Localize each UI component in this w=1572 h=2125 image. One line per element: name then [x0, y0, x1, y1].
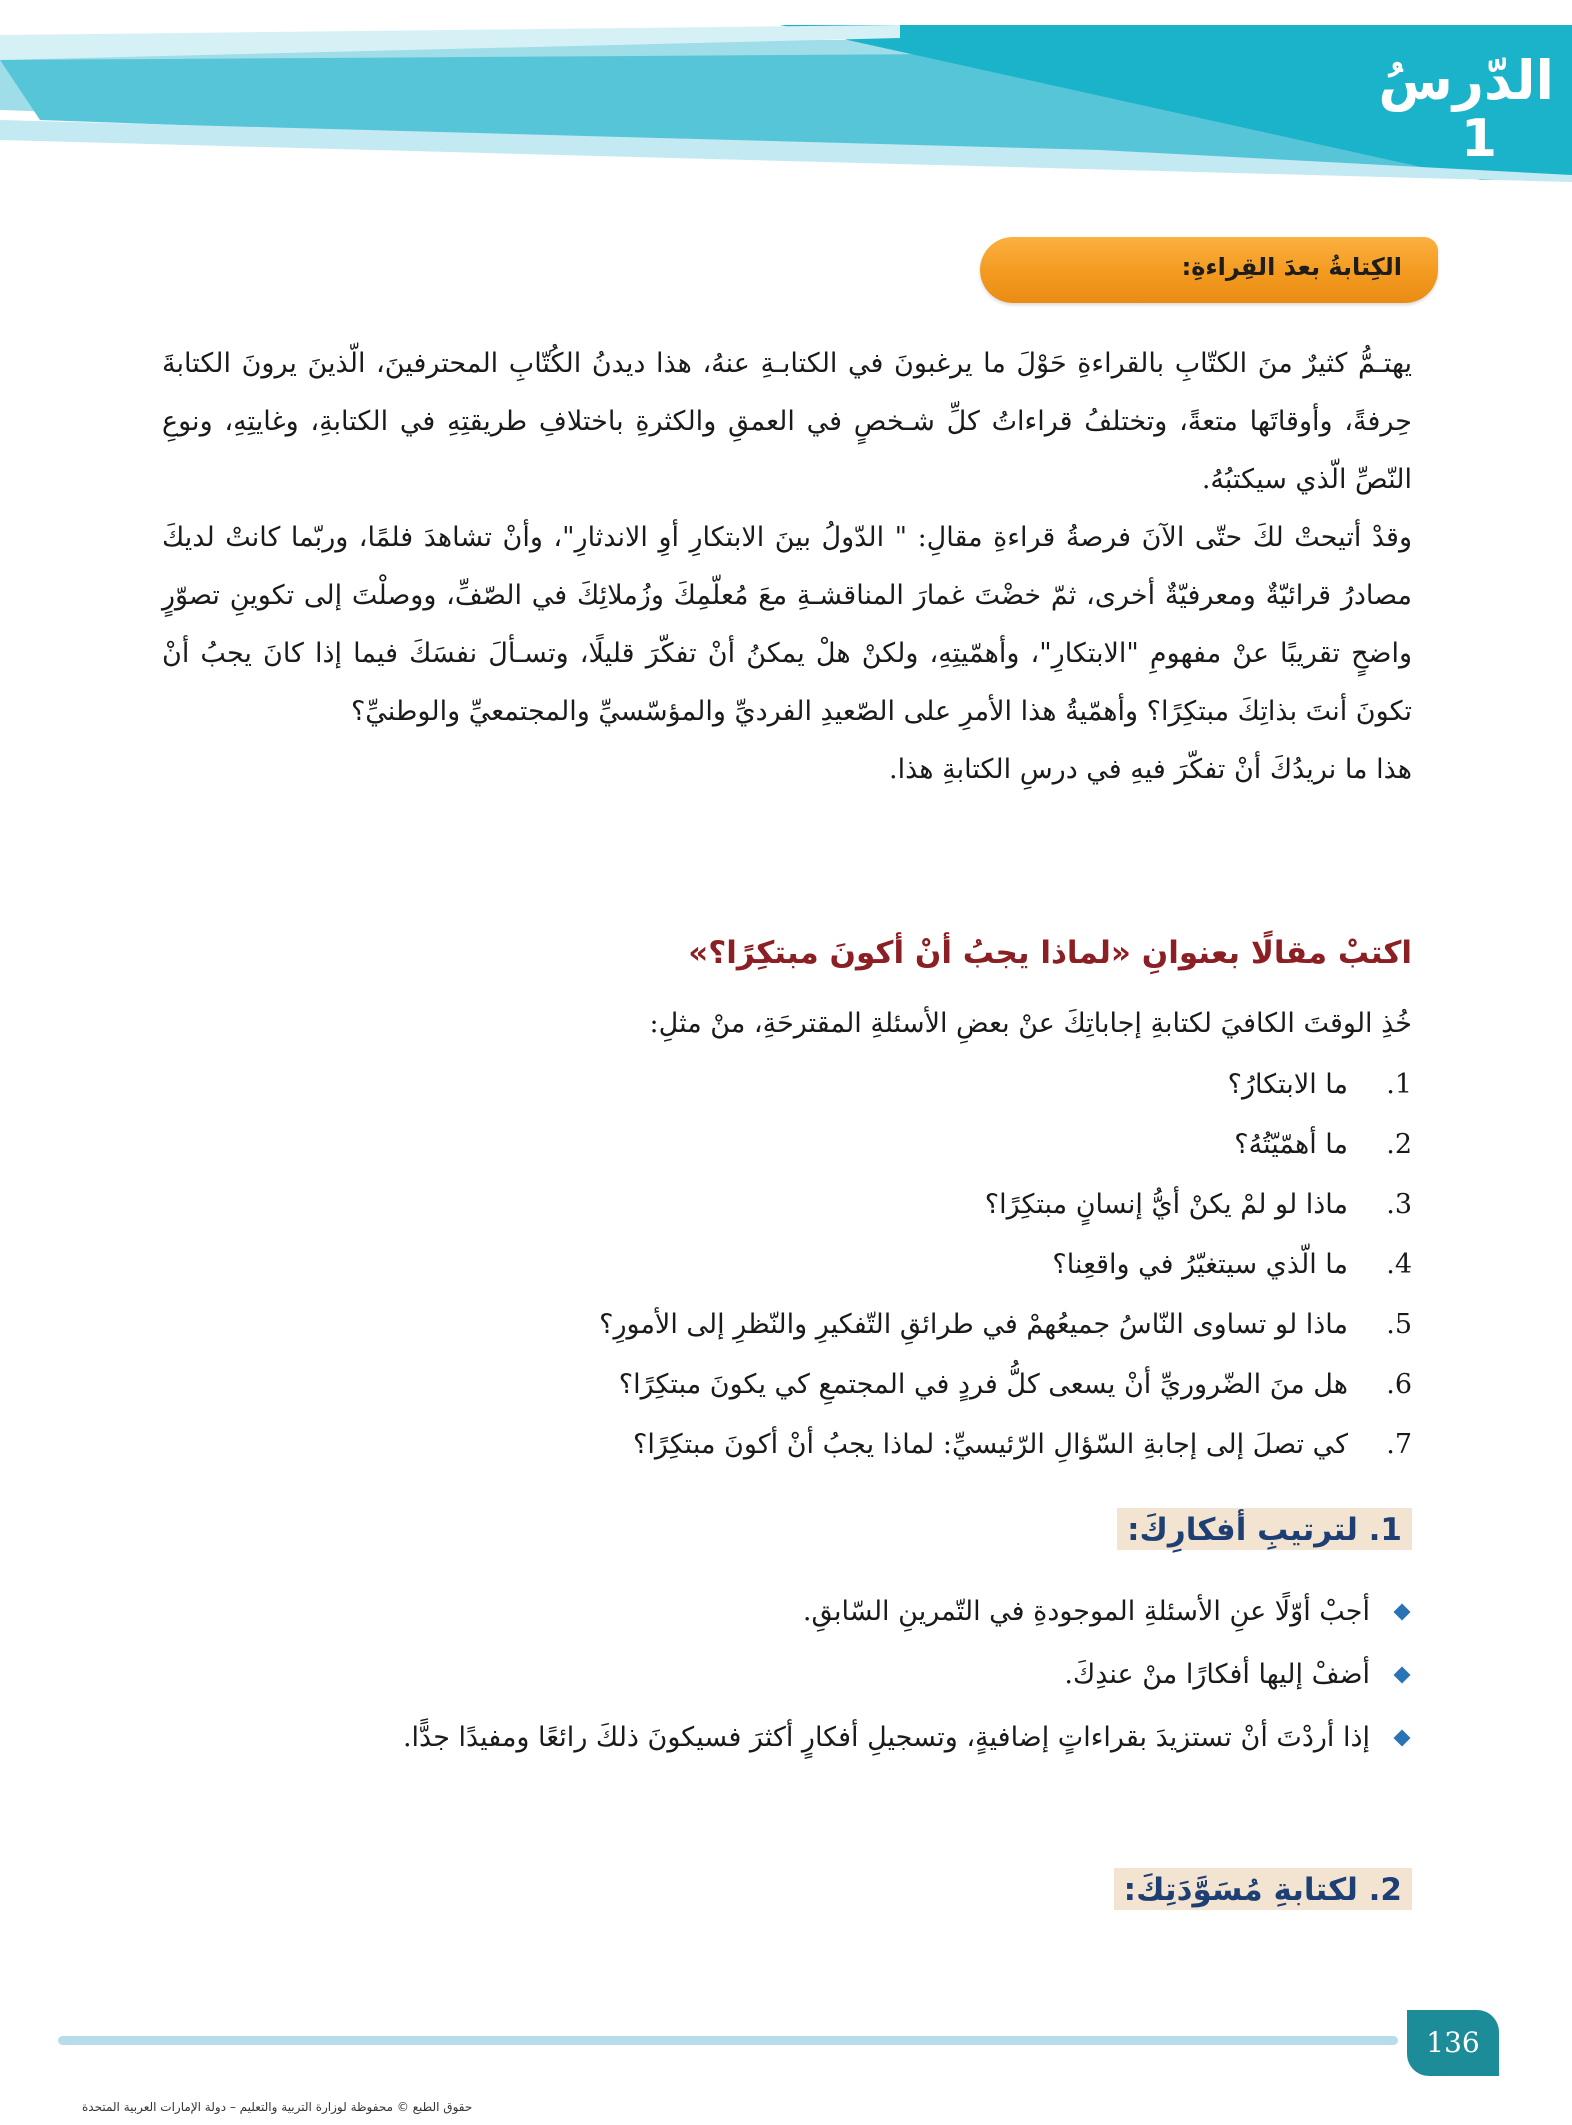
- assignment-intro: خُذِ الوقتَ الكافيَ لكتابةِ إجاباتِكَ عنْ بعضِ الأسئلةِ المقترحَةِ، منْ مثلِ:: [649, 1008, 1412, 1039]
- list-item: [162, 1295, 1412, 1355]
- bullet-text: أضفْ إليها أفكارًا منْ عندِكَ.: [1064, 1659, 1370, 1690]
- list-item: [162, 1643, 1412, 1706]
- page-number: 136: [1407, 2010, 1499, 2076]
- header-banner: [0, 0, 1572, 200]
- question-number: 5.: [1386, 1309, 1412, 1340]
- list-item: [162, 1055, 1412, 1115]
- question-text: كي تصلَ إلى إجابةِ السّؤالِ الرّئيسيِّ: لماذا يجبُ أنْ أكونَ مبتكِرًا؟: [633, 1429, 1348, 1460]
- list-item: [162, 1355, 1412, 1415]
- question-number: 4.: [1386, 1249, 1412, 1280]
- list-item: [162, 1706, 1412, 1769]
- list-item: [162, 1415, 1412, 1475]
- question-number: 3.: [1386, 1189, 1412, 1220]
- question-text: ماذا لو لمْ يكنْ أيُّ إنسانٍ مبتكِرًا؟: [984, 1189, 1348, 1220]
- lesson-number: 1: [1460, 109, 1498, 169]
- list-item: [162, 1235, 1412, 1295]
- assignment-heading: اكتبْ مقالًا بعنوانِ «لماذا يجبُ أنْ أكونَ مبتكِرًا؟»: [688, 935, 1412, 971]
- question-text: ما أهمّيّتُهُ؟: [1234, 1129, 1348, 1160]
- step-1-heading: 1. لترتيبِ أفكارِكَ:: [1117, 1508, 1412, 1550]
- copyright-notice: حقوق الطبع © محفوظة لوزارة التربية والتعليم – دولة الإمارات العربية المتحدة: [82, 2100, 473, 2114]
- passage-paragraph-2: وقدْ أتيحتْ لكَ حتّى الآنَ فرصةُ قراءةِ مقالِ: " الدّولُ بينَ الابتكارِ أوِ الاندثارِ"، وأنْ تشاهدَ فلمًا، وربّما كانتْ لديكَ مصادرُ قرائيّةٌ ومعرفيّةٌ أخرى، ثمّ خضْتَ غمارَ المناقشـةِ معَ مُعلّمِكَ وزُملائِكَ في الصّفِّ، ووصلْتَ إلى تكوينِ تصوّرٍ واضحٍ تقريبًا عنْ مفهومِ "الابتكارِ"، وأهمّيتِهِ، ولكنْ هلْ يمكنُ أنْ تفكّرَ قليلًا، وتسـألَ نفسَكَ فيما إذا كانَ يجبُ أنْ تكونَ أنتَ بذاتِكَ مبتكِرًا؟ وأهمّيةُ هذا الأمرِ على الصّعيدِ الفرديِّ والمؤسّسيِّ والمجتمعيِّ والوطنيِّ؟: [162, 522, 1412, 727]
- section-tag: [980, 237, 1438, 303]
- question-number: 2.: [1386, 1129, 1412, 1160]
- question-list: [162, 1055, 1412, 1475]
- passage: [162, 335, 1412, 799]
- footer-divider: [58, 2036, 1398, 2045]
- question-text: هل منَ الضّروريِّ أنْ يسعى كلُّ فردٍ في المجتمعِ كي يكونَ مبتكِرًا؟: [618, 1369, 1348, 1400]
- question-text: ما الابتكارُ؟: [1227, 1069, 1348, 1100]
- question-text: ماذا لو تساوى النّاسُ جميعُهمْ في طرائقِ التّفكيرِ والنّظرِ إلى الأمورِ؟: [599, 1309, 1348, 1340]
- passage-paragraph-3: هذا ما نريدُكَ أنْ تفكّرَ فيهِ في درسِ الكتابةِ هذا.: [889, 754, 1412, 785]
- list-item: [162, 1115, 1412, 1175]
- passage-paragraph-1: يهتـمُّ كثيرٌ منَ الكتّابِ بالقراءةِ حَوْلَ ما يرغبونَ في الكتابـةِ عنهُ، هذا ديدنُ الكُتّابِ المحترفينَ، الّذينَ يرونَ الكتابةَ حِرفةً، وأوقاتَها متعةً، وتختلفُ قراءاتُ كلِّ شـخصٍ في العمقِ والكثرةِ باختلافِ طريقتِهِ في الكتابةِ، وغايتِهِ، ونوعِ النّصِّ الّذي سيكتبُهُ.: [162, 348, 1412, 495]
- question-number: 1.: [1386, 1069, 1412, 1100]
- lesson-word: الدّرسُ: [1378, 49, 1554, 112]
- step-2-heading: 2. لكتابةِ مُسَوَّدَتِكَ:: [1114, 1868, 1412, 1910]
- step-1-bullets: [162, 1580, 1412, 1769]
- lesson-label: [1378, 49, 1554, 169]
- diamond-bullet-icon: [1394, 1603, 1411, 1620]
- question-number: 7.: [1386, 1429, 1412, 1460]
- diamond-bullet-icon: [1394, 1666, 1411, 1683]
- list-item: [162, 1580, 1412, 1643]
- list-item: [162, 1175, 1412, 1235]
- bullet-text: أجبْ أوّلًا عنِ الأسئلةِ الموجودةِ في التّمرينِ السّابقِ.: [802, 1596, 1370, 1627]
- question-text: ما الّذي سيتغيّرُ في واقعِنا؟: [1052, 1249, 1348, 1280]
- diamond-bullet-icon: [1394, 1729, 1411, 1746]
- question-number: 6.: [1386, 1369, 1412, 1400]
- bullet-text: إذا أردْتَ أنْ تستزيدَ بقراءاتٍ إضافيةٍ، وتسجيلِ أفكارٍ أكثرَ فسيكونَ ذلكَ رائعًا ومفيدًا جدًّا.: [402, 1722, 1370, 1753]
- section-tag-label: الكِتابةُ بعدَ القِراءةِ:: [1181, 253, 1402, 281]
